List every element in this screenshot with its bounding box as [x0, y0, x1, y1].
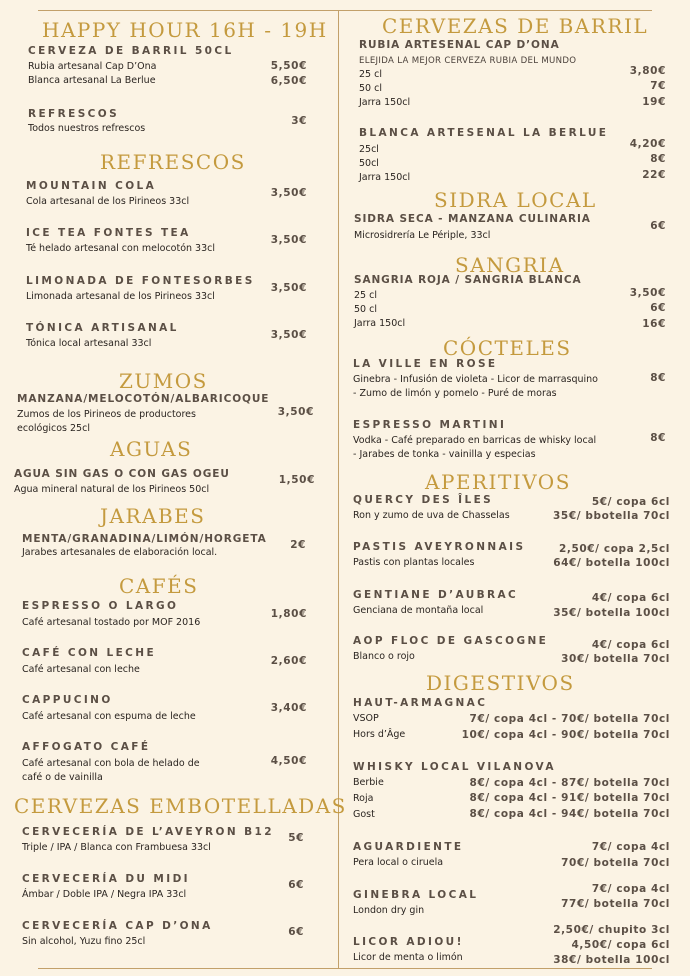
ginebra-desc: London dry gin	[353, 905, 425, 916]
armagnac-label: Hors d’Âge	[353, 729, 406, 740]
top-rule	[38, 10, 652, 11]
whisky-label: Berbie	[353, 777, 384, 788]
adiou-price: 38€/ botella 100cl	[553, 954, 670, 966]
aperitivo-desc: Pastis con plantas locales	[353, 557, 475, 568]
whisky-price: 8€/ copa 4cl - 94€/ botella 70cl	[469, 808, 670, 820]
blanca-price: 22€	[642, 169, 666, 181]
sidra-name: SIDRA SECA - MANZANA CULINARIA	[354, 213, 591, 225]
happy-hour-soft-price: 3€	[291, 115, 307, 127]
digestivos-title: DIGESTIVOS	[426, 671, 575, 695]
bottom-rule	[38, 968, 652, 969]
aguardiente-price: 7€/ copa 4cl	[591, 841, 670, 853]
rubia-size: 25 cl	[359, 69, 382, 80]
adiou-price: 2,50€/ chupito 3cl	[553, 924, 670, 936]
zumos-price: 3,50€	[277, 406, 314, 418]
aperitivo-price: 2,50€/ copa 2,5cl	[558, 543, 670, 555]
aperitivo-desc: Ron y zumo de uva de Chasselas	[353, 510, 510, 521]
item-desc: Café artesanal tostado por MOF 2016	[22, 617, 201, 628]
whisky-name: WHISKY LOCAL VILANOVA	[353, 761, 556, 773]
aperitivo-name: AOP FLOC DE GASCOGNE	[353, 635, 549, 647]
happy-hour-soft-name: REFRESCOS	[28, 108, 120, 120]
aguardiente-desc: Pera local o ciruela	[353, 857, 444, 868]
whisky-label: Gost	[353, 809, 375, 820]
jarabes-title: JARABES	[100, 504, 206, 528]
rubia-price: 3,80€	[629, 65, 666, 77]
item-desc: Té helado artesanal con melocotón 33cl	[26, 243, 216, 254]
item-name: CERVECERÍA CAP D’ONA	[22, 920, 213, 932]
happy-hour-beer-price: 5,50€	[270, 60, 307, 72]
aguas-price: 1,50€	[278, 474, 315, 486]
coctel-desc: - Jarabes de tonka - vainilla y especias	[353, 449, 536, 460]
item-price: 1,80€	[270, 608, 307, 620]
sidra-desc: Microsidrería Le Périple, 33cl	[354, 230, 491, 241]
blanca-name: BLANCA ARTESENAL LA BERLUE	[359, 127, 609, 139]
zumos-name: MANZANA/MELOCOTÓN/ALBARICOQUE	[17, 393, 270, 405]
cafes-title: CAFÉS	[119, 574, 199, 598]
armagnac-name: HAUT-ARMAGNAC	[353, 697, 488, 709]
blanca-price: 8€	[650, 153, 666, 165]
blanca-size: Jarra 150cl	[359, 172, 411, 183]
item-desc: Limonada artesanal de los Pirineos 33cl	[26, 291, 215, 302]
item-price: 2,60€	[270, 655, 307, 667]
jarabes-desc: Jarabes artesanales de elaboración local.	[22, 547, 218, 558]
adiou-price: 4,50€/ copa 6cl	[571, 939, 670, 951]
rubia-size: Jarra 150cl	[359, 97, 411, 108]
coctel-price: 8€	[650, 372, 666, 384]
sangria-title: SANGRIA	[455, 253, 565, 277]
sangria-price: 16€	[642, 318, 666, 330]
rubia-name: RUBIA ARTESENAL CAP D’ONA	[359, 39, 560, 51]
rubia-price: 19€	[642, 96, 666, 108]
adiou-name: LICOR ADIOU!	[353, 936, 464, 948]
coctel-desc: Ginebra - Infusión de violeta - Licor de marrasquino	[353, 374, 598, 385]
sangria-name: SANGRIA ROJA / SANGRIA BLANCA	[354, 274, 582, 286]
item-desc: Tónica local artesanal 33cl	[26, 338, 152, 349]
sangria-size: Jarra 150cl	[354, 318, 406, 329]
barril-title: CERVEZAS DE BARRIL	[382, 14, 649, 38]
refrescos-title: REFRESCOS	[100, 150, 246, 174]
aperitivo-desc: Blanco o rojo	[353, 651, 415, 662]
coctel-name: LA VILLE EN ROSE	[353, 358, 498, 370]
item-price: 3,50€	[270, 282, 307, 294]
item-price: 3,40€	[270, 702, 307, 714]
coctel-price: 8€	[650, 432, 666, 444]
aperitivo-price: 64€/ botella 100cl	[553, 557, 670, 569]
item-price: 3,50€	[270, 234, 307, 246]
ginebra-price: 77€/ botella 70cl	[561, 898, 670, 910]
column-divider	[338, 10, 339, 968]
coctel-desc: - Zumo de limón y pomelo - Puré de moras	[353, 388, 557, 399]
item-name: CAPPUCINO	[22, 694, 113, 706]
jarabes-price: 2€	[290, 539, 306, 551]
item-name: MOUNTAIN COLA	[26, 180, 157, 192]
adiou-desc: Licor de menta o limón	[353, 952, 463, 963]
aperitivo-name: QUERCY DES ÎLES	[353, 494, 494, 506]
item-desc: Café artesanal con espuma de leche	[22, 711, 196, 722]
coctel-name: ESPRESSO MARTINI	[353, 419, 507, 431]
item-desc: Triple / IPA / Blanca con Frambuesa 33cl	[22, 842, 211, 853]
item-price: 3,50€	[270, 187, 307, 199]
aperitivo-price: 30€/ botella 70cl	[561, 653, 670, 665]
zumos-desc: ecológicos 25cl	[17, 423, 90, 434]
item-desc: Ámbar / Doble IPA / Negra IPA 33cl	[22, 889, 187, 900]
aguas-desc: Agua mineral natural de los Pirineos 50cl	[14, 484, 210, 495]
aperitivos-title: APERITIVOS	[425, 470, 571, 494]
cocteles-title: CÓCTELES	[443, 336, 572, 360]
whisky-price: 8€/ copa 4cl - 91€/ botella 70cl	[469, 792, 670, 804]
aperitivo-price: 35€/ bbotella 70cl	[553, 510, 670, 522]
happy-hour-beer-line: Blanca artesanal La Berlue	[28, 75, 156, 86]
happy-hour-title: HAPPY HOUR 16H - 19H	[42, 18, 328, 42]
sangria-price: 6€	[650, 302, 666, 314]
aperitivo-name: GENTIANE D’AUBRAC	[353, 589, 519, 601]
blanca-size: 25cl	[359, 144, 379, 155]
item-price: 3,50€	[270, 329, 307, 341]
sangria-size: 25 cl	[354, 290, 377, 301]
whisky-label: Roja	[353, 793, 374, 804]
zumos-title: ZUMOS	[119, 369, 208, 393]
armagnac-price: 7€/ copa 4cl - 70€/ botella 70cl	[469, 713, 670, 725]
sidra-title: SIDRA LOCAL	[434, 188, 597, 212]
item-name: ICE TEA FONTES TEA	[26, 227, 191, 239]
aperitivo-name: PASTIS AVEYRONNAIS	[353, 541, 526, 553]
item-name: CAFÉ CON LECHE	[22, 647, 157, 659]
happy-hour-beer-line: Rubia artesanal Cap D’Ona	[28, 61, 157, 72]
item-name: AFFOGATO CAFÉ	[22, 741, 151, 753]
sangria-size: 50 cl	[354, 304, 377, 315]
rubia-note: ELEJIDA LA MEJOR CERVEZA RUBIA DEL MUNDO	[359, 56, 577, 66]
item-price: 6€	[288, 879, 304, 891]
whisky-price: 8€/ copa 4cl - 87€/ botella 70cl	[469, 777, 670, 789]
aperitivo-price: 35€/ botella 100cl	[553, 607, 670, 619]
item-name: ESPRESSO O LARGO	[22, 600, 179, 612]
item-name: CERVECERÍA DU MIDI	[22, 873, 190, 885]
happy-hour-soft-desc: Todos nuestros refrescos	[28, 123, 146, 134]
item-price: 6€	[288, 926, 304, 938]
happy-hour-beer-name: CERVEZA DE BARRIL 50CL	[28, 45, 234, 57]
item-desc: Café artesanal con bola de helado de	[22, 758, 200, 769]
item-desc: Café artesanal con leche	[22, 664, 140, 675]
rubia-price: 7€	[650, 80, 666, 92]
item-desc: café o de vainilla	[22, 772, 103, 783]
item-desc: Cola artesanal de los Pirineos 33cl	[26, 196, 190, 207]
jarabes-name: MENTA/GRANADINA/LIMÓN/HORGETA	[22, 533, 267, 545]
aperitivo-price: 5€/ copa 6cl	[591, 496, 670, 508]
aguardiente-name: AGUARDIENTE	[353, 841, 464, 853]
happy-hour-beer-price: 6,50€	[270, 75, 307, 87]
item-price: 5€	[288, 832, 304, 844]
ginebra-name: GINEBRA LOCAL	[353, 889, 479, 901]
aguas-title: AGUAS	[110, 437, 193, 461]
aperitivo-desc: Genciana de montaña local	[353, 605, 484, 616]
aguas-name: AGUA SIN GAS O CON GAS OGEU	[14, 468, 230, 480]
ginebra-price: 7€/ copa 4cl	[591, 883, 670, 895]
sidra-price: 6€	[650, 220, 666, 232]
aguardiente-price: 70€/ botella 70cl	[561, 857, 670, 869]
item-name: TÓNICA ARTISANAL	[26, 322, 179, 334]
blanca-price: 4,20€	[629, 138, 666, 150]
sangria-price: 3,50€	[629, 287, 666, 299]
aperitivo-price: 4€/ copa 6cl	[591, 639, 670, 651]
item-desc: Sin alcohol, Yuzu fino 25cl	[22, 936, 146, 947]
item-price: 4,50€	[270, 755, 307, 767]
armagnac-price: 10€/ copa 4cl - 90€/ botella 70cl	[461, 729, 670, 741]
embotelladas-title: CERVEZAS EMBOTELLADAS	[14, 794, 347, 818]
blanca-size: 50cl	[359, 158, 379, 169]
rubia-size: 50 cl	[359, 83, 382, 94]
item-name: CERVECERÍA DE L’AVEYRON B12	[22, 826, 274, 838]
coctel-desc: Vodka - Café preparado en barricas de whisky local	[353, 435, 597, 446]
armagnac-label: VSOP	[353, 713, 379, 724]
aperitivo-price: 4€/ copa 6cl	[591, 592, 670, 604]
item-name: LIMONADA DE FONTESORBES	[26, 275, 255, 287]
zumos-desc: Zumos de los Pirineos de productores	[17, 409, 196, 420]
